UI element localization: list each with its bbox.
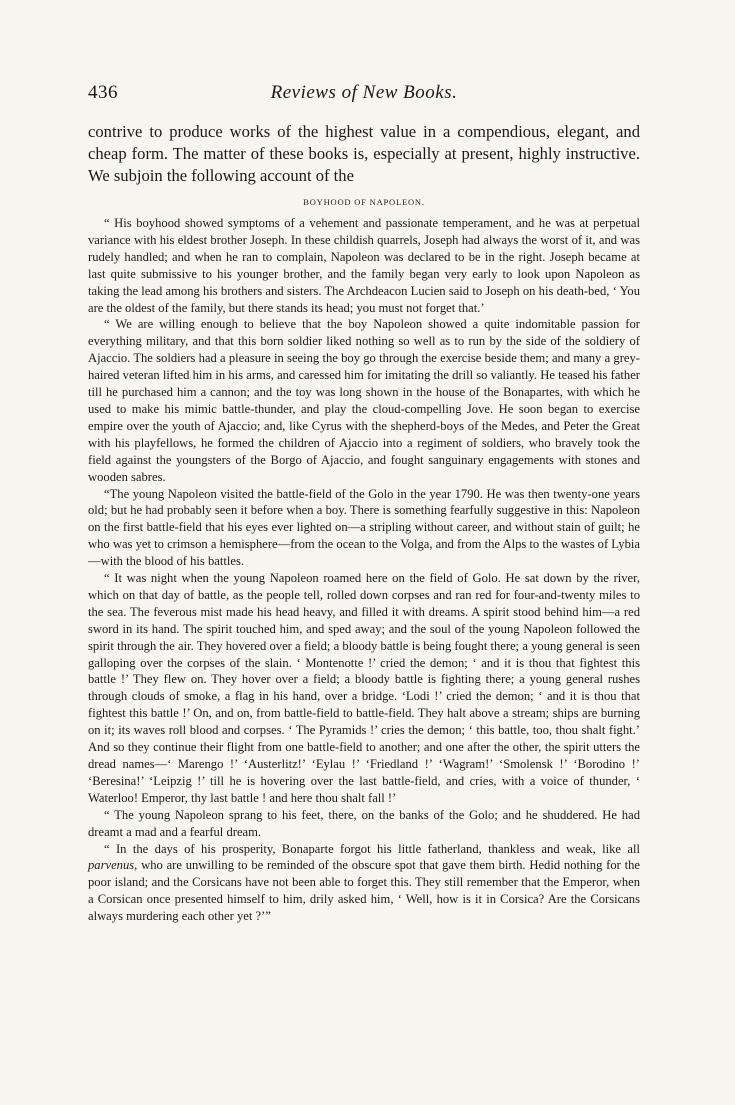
- running-head: [88, 82, 640, 106]
- paragraph-6-text-b: who are unwilling to be reminded of the obscure spot that gave them birth. Hedid nothing for the poor island; and the Corsicans have not been able to forget this. They still remember that the Emperor, when a Corsican once presented himself to him, drily asked him, ‘ Well, how is it in Corsica? Are the Corsicans always murdering each other yet ?’”: [88, 858, 640, 924]
- paragraph-1: “ His boyhood showed symptoms of a vehement and passionate temperament, and he was at perpetual variance with his eldest brother Joseph. In these childish quarrels, Joseph had always the worst of it, and was rudely handled; and when he ran to complain, Napoleon was declared to be in the right. Joseph became at last quite submissive to his younger brother, and the family began very early to look upon Napoleon as taking the lead among his brothers and sisters. The Archdeacon Lucien said to Joseph on his death-bed, ‘ You are the oldest of the family, but there stands its head; you must not forget that.’: [88, 216, 640, 315]
- paragraph-2: “ We are willing enough to believe that the boy Napoleon showed a quite indomitable passion for everything military, and that this born soldier liked nothing so well as to run by the side of the soldiery of Ajaccio. The soldiers had a pleasure in seeing the boy go through the exercise beside them; and many a grey-haired veteran lifted him in his arms, and caressed him for imitating the drill so valiantly. He teased his father till he purchased him a cannon; and the toy was long shown in the house of the Bonapartes, with which he used to make his mimic battle-thunder, and play the cloud-compelling Jove. He soon began to exercise empire over the youth of Ajaccio; and, like Cyrus with the shepherd-boys of the Medes, and Peter the Great with his playfellows, he formed the children of Ajaccio into a regiment of soldiers, who bravely took the field against the youngsters of the Borgo of Ajaccio, and fought sanguinary engagements with stones and wooden sabres.: [88, 317, 640, 484]
- paragraph-4: “ It was night when the young Napoleon roamed here on the field of Golo. He sat down by the river, which on that day of battle, as the people tell, rolled down corpses and ran red for four-and-twenty miles to the sea. The feverous mist made his head heavy, and filled it with dreams. A spirit stood behind him—a red sword in its hand. The spirit touched him, and sped away; and the soul of the young Napoleon followed the spirit through the air. They hovered over a field; a bloody battle is being fought there; a young general is seen galloping over the corpses of the slain. ‘ Montenotte !’ cried the demon; ‘ and it is thou that fightest this battle !’ They flew on. They hover over a field; a bloody battle is fighting there; a young general rushes through clouds of smoke, a flag in his hand, over a bridge. ‘Lodi !’ cried the demon; ‘ and it is thou that fightest this battle !’ On, and on, from battle-field to battle-field. They halt above a stream; ships are burning on it; its waves roll blood and corpses. ‘ The Pyramids !’ cries the demon; ‘ this battle, too, thou shalt fight.’ And so they continue their flight from one battle-field to another; and one after the other, the spirit utters the dread names—‘ Marengo !’ ‘Austerlitz!’ ‘Eylau !’ ‘Friedland !’ ‘Wagram!’ ‘Smolensk !’ ‘Borodino !’ ‘Beresina!’ ‘Leipzig !’ till he is hovering over the last battle-field, and cries, with a voice of thunder, ‘ Waterloo! Emperor, thy last battle ! and here thou shalt fall !’: [88, 571, 640, 805]
- paragraph-6: [88, 841, 640, 926]
- intro-paragraph: contrive to produce works of the highest value in a compendious, elegant, and cheap form. The matter of these books is, especially at present, highly instructive. We subjoin the following account of the: [88, 122, 640, 185]
- page-number: 436: [88, 82, 118, 103]
- paragraph-6-italic: parvenus,: [88, 858, 138, 873]
- paragraph-5: “ The young Napoleon sprang to his feet, there, on the banks of the Golo; and he shuddered. He had dreamt a mad and a fearful dream.: [88, 807, 640, 839]
- article-body: [88, 215, 640, 925]
- paragraph-6-text-a: “ In the days of his prosperity, Bonaparte forgot his little fatherland, thankless and weak, like all: [104, 841, 640, 856]
- section-heading: BOYHOOD OF NAPOLEON.: [303, 197, 425, 207]
- running-title: Reviews of New Books.: [270, 82, 458, 103]
- paragraph-3: “The young Napoleon visited the battle-field of the Golo in the year 1790. He was then twenty-one years old; but he had probably seen it before when a boy. There is something fearfully suggestive in this: Napoleon on the first battle-field that his eyes ever lighted on—a stripling without career, and without stain of guilt; he who was yet to crimson a hemisphere—from the ocean to the Volga, and from the Alps to the wastes of Lybia—with the blood of his battles.: [88, 486, 640, 569]
- intro-block: [88, 121, 640, 187]
